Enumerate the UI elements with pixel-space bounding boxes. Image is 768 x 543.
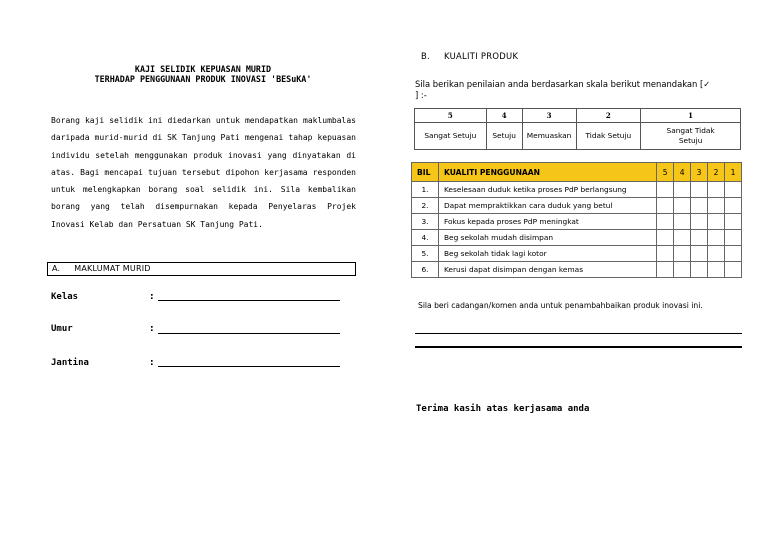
survey-title-line2: TERHADAP PENGGUNAAN PRODUK INOVASI 'BESuKA' bbox=[94, 74, 312, 84]
score-cell[interactable] bbox=[724, 230, 741, 246]
score-cell[interactable] bbox=[657, 246, 674, 262]
field-colon-kelas: : bbox=[150, 292, 154, 302]
comment-line[interactable] bbox=[415, 346, 742, 348]
score-cell[interactable] bbox=[708, 214, 725, 230]
section-a-header bbox=[47, 262, 356, 276]
rating-scale-table bbox=[414, 108, 741, 150]
table-row bbox=[412, 262, 742, 278]
scale-value: 5 bbox=[415, 109, 487, 123]
comment-prompt: Sila beri cadangan/komen anda untuk penambahbaikan produk inovasi ini. bbox=[418, 301, 703, 310]
row-number: 1. bbox=[412, 182, 439, 198]
intro-paragraph: Borang kaji selidik ini diedarkan untuk mendapatkan maklumbalas daripada murid-murid di SK Tanjung Pati mengenai tahap kepuasan individu setelah menggunakan produk inovasi yang dinyatakan di atas. Bagi mencapai tujuan tersebut dipohon kerjasama responden untuk melengkapkan borang soal selidik ini. Sila kembalikan borang yang telah disempurnakan kepada Penyelaras Projek Inovasi Kelab dan Persatuan SK Tanjung Pati. bbox=[51, 116, 356, 229]
col-header-item: KUALITI PENGGUNAAN bbox=[438, 163, 656, 182]
field-label-umur: Umur bbox=[51, 324, 73, 334]
survey-title-line1: KAJI SELIDIK KEPUASAN MURID bbox=[134, 64, 272, 74]
score-cell[interactable] bbox=[691, 230, 708, 246]
score-cell[interactable] bbox=[724, 246, 741, 262]
kelas-input-line[interactable] bbox=[158, 300, 340, 301]
field-label-kelas: Kelas bbox=[51, 292, 79, 302]
score-cell[interactable] bbox=[691, 262, 708, 278]
section-a-title: MAKLUMAT MURID bbox=[74, 264, 151, 273]
umur-input-line[interactable] bbox=[158, 333, 340, 334]
col-header-score: 3 bbox=[691, 163, 708, 182]
score-cell[interactable] bbox=[657, 230, 674, 246]
scale-label: Sangat Setuju bbox=[415, 123, 487, 150]
table-row bbox=[412, 246, 742, 262]
score-cell[interactable] bbox=[708, 230, 725, 246]
row-text: Keselesaan duduk ketika proses PdP berlangsung bbox=[438, 182, 656, 198]
score-cell[interactable] bbox=[657, 262, 674, 278]
scale-value: 1 bbox=[641, 109, 741, 123]
score-cell[interactable] bbox=[657, 182, 674, 198]
score-cell[interactable] bbox=[674, 246, 691, 262]
jantina-input-line[interactable] bbox=[158, 366, 340, 367]
score-cell[interactable] bbox=[708, 262, 725, 278]
score-cell[interactable] bbox=[708, 246, 725, 262]
field-label-jantina: Jantina bbox=[51, 358, 89, 368]
score-cell[interactable] bbox=[674, 214, 691, 230]
score-cell[interactable] bbox=[657, 198, 674, 214]
thank-you-note: Terima kasih atas kerjasama anda bbox=[416, 404, 590, 414]
table-row bbox=[412, 230, 742, 246]
scale-value: 2 bbox=[576, 109, 641, 123]
row-number: 2. bbox=[412, 198, 439, 214]
score-cell[interactable] bbox=[724, 198, 741, 214]
col-header-score: 4 bbox=[674, 163, 691, 182]
score-cell[interactable] bbox=[724, 262, 741, 278]
score-cell[interactable] bbox=[674, 198, 691, 214]
score-cell[interactable] bbox=[691, 198, 708, 214]
score-cell[interactable] bbox=[724, 182, 741, 198]
field-colon-jantina: : bbox=[150, 358, 154, 368]
table-row bbox=[412, 214, 742, 230]
row-text: Fokus kepada proses PdP meningkat bbox=[438, 214, 656, 230]
table-row bbox=[412, 198, 742, 214]
col-header-score: 1 bbox=[724, 163, 741, 182]
scale-value: 4 bbox=[486, 109, 522, 123]
scale-label: Setuju bbox=[486, 123, 522, 150]
row-number: 5. bbox=[412, 246, 439, 262]
score-cell[interactable] bbox=[691, 246, 708, 262]
section-b-letter: B. bbox=[421, 51, 431, 61]
col-header-bil: BIL bbox=[412, 163, 439, 182]
score-cell[interactable] bbox=[691, 182, 708, 198]
score-cell[interactable] bbox=[708, 198, 725, 214]
row-text: Dapat mempraktikkan cara duduk yang betul bbox=[438, 198, 656, 214]
field-colon-umur: : bbox=[150, 324, 154, 334]
row-number: 4. bbox=[412, 230, 439, 246]
score-cell[interactable] bbox=[691, 214, 708, 230]
score-cell[interactable] bbox=[674, 262, 691, 278]
col-header-score: 5 bbox=[657, 163, 674, 182]
scale-label: Memuaskan bbox=[522, 123, 576, 150]
scale-label: Tidak Setuju bbox=[576, 123, 641, 150]
section-b-header bbox=[421, 51, 518, 62]
rating-instruction: Sila berikan penilaian anda berdasarkan skala berikut menandakan [✓ ] :- bbox=[415, 79, 711, 100]
col-header-score: 2 bbox=[708, 163, 725, 182]
table-row bbox=[412, 182, 742, 198]
score-cell[interactable] bbox=[674, 182, 691, 198]
score-cell[interactable] bbox=[708, 182, 725, 198]
row-number: 6. bbox=[412, 262, 439, 278]
score-cell[interactable] bbox=[724, 214, 741, 230]
row-text: Beg sekolah tidak lagi kotor bbox=[438, 246, 656, 262]
score-cell[interactable] bbox=[674, 230, 691, 246]
scale-label: Sangat Tidak Setuju bbox=[641, 123, 741, 150]
row-text: Beg sekolah mudah disimpan bbox=[438, 230, 656, 246]
scale-value: 3 bbox=[522, 109, 576, 123]
row-number: 3. bbox=[412, 214, 439, 230]
comment-line[interactable] bbox=[415, 333, 742, 334]
section-a-letter: A. bbox=[52, 264, 61, 273]
score-cell[interactable] bbox=[657, 214, 674, 230]
row-text: Kerusi dapat disimpan dengan kemas bbox=[438, 262, 656, 278]
table-header-row bbox=[412, 163, 742, 182]
quality-rating-table bbox=[411, 162, 742, 278]
section-b-title: KUALITI PRODUK bbox=[444, 51, 519, 61]
